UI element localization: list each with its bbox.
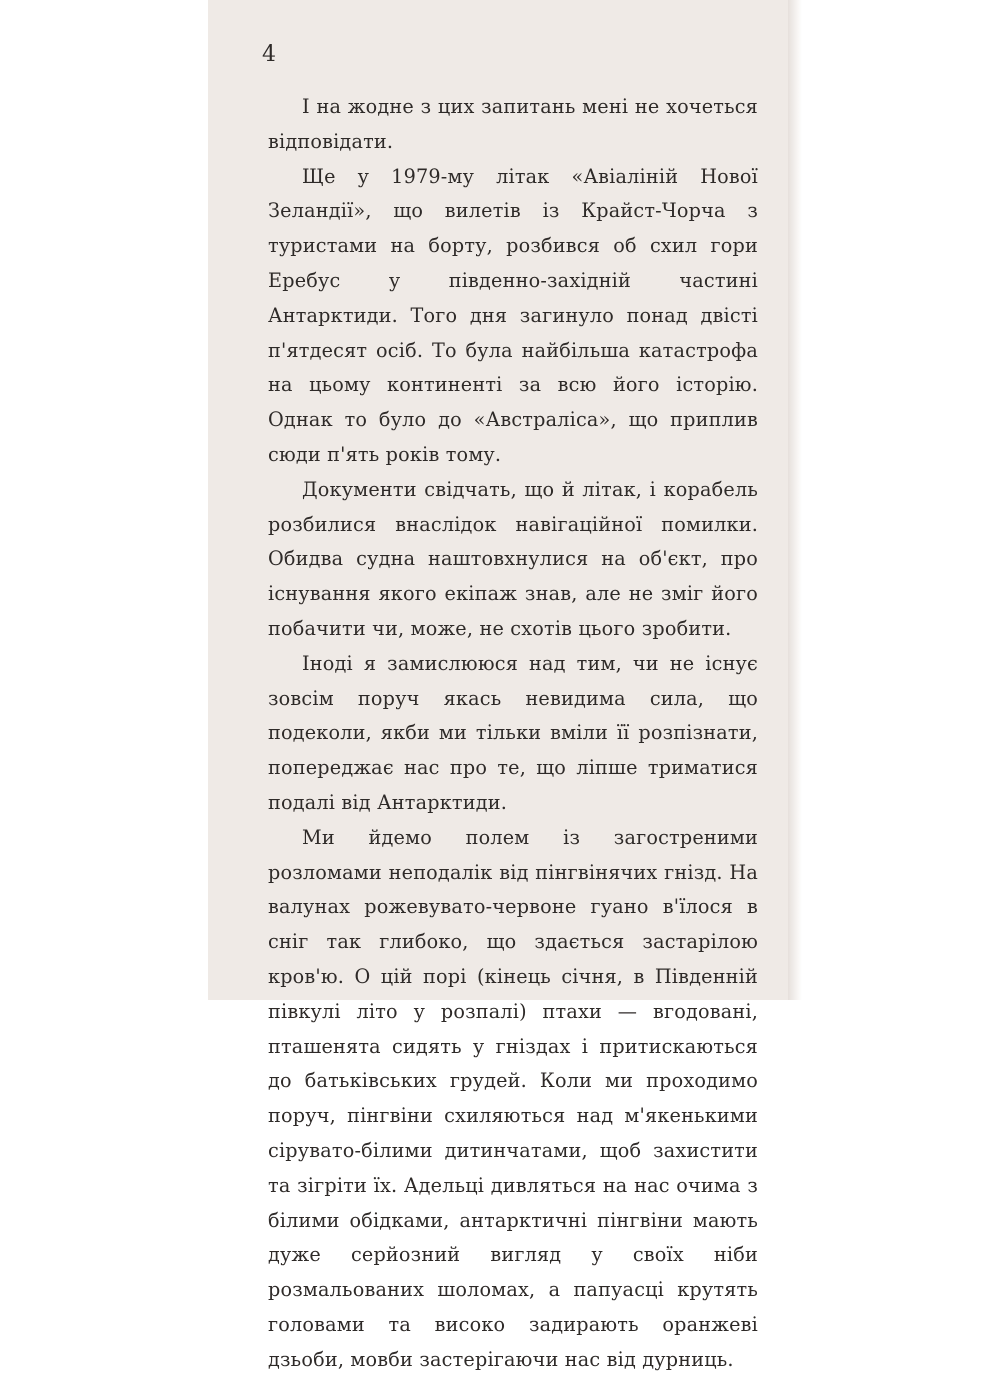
body-text (268, 90, 758, 1377)
paragraph: Документи свідчать, що й літак, і корабель розбилися внаслідок навігаційної помилки. Обидва судна наштовхнулися на об'єкт, про існування якого екіпаж знав, але не зміг його побачити чи, може, не схотів цього зробити. (268, 477, 758, 640)
paragraph: Ми йдемо полем із загостреними розломами неподалік від пінгвінячих гнізд. На валунах рожевувато-червоне гуано в'їлося в сніг так глибоко, що здається застарілою кров'ю. О цій порі (кінець січня, в Південній півкулі літо у розпалі) птахи — вгодовані, пташенята сидять у гніздах і притискаються до батьківських грудей. Коли ми проходимо поруч, пінгвіни схиляються над м'якенькими сірувато-білими дитинчатами, щоб захистити та зігріти їх. Адельці дивляться на нас очима з білими обідками, антарктичні пінгвіни мають дуже серйозний вигляд у своїх ніби розмальованих шоломах, а папуасці крутять головами та високо задирають оранжеві дзьоби, мовби застерігаючи нас від дурниць. (268, 825, 758, 1371)
paragraph: Ще у 1979-му літак «Авіаліній Нової Зеландії», що вилетів із Крайст-Чорча з туристами на борту, розбився об схил гори Еребус у південно-західній частині Антарктиди. Того дня загинуло понад двісті п'ятдесят осіб. То була найбільша катастрофа на цьому континенті за всю його історію. Однак то було до «Австраліса», що приплив сюди п'ять років тому. (268, 164, 758, 466)
page-number: 4 (262, 42, 276, 67)
paragraph: Іноді я замислююся над тим, чи не існує зовсім поруч якась невидима сила, що подеколи, якби ми тільки вміли її розпізнати, попереджає нас про те, що ліпше триматися подалі від Антарктиди. (268, 651, 758, 814)
page-edge (788, 0, 802, 1000)
paragraph: І на жодне з цих запитань мені не хочеться відповідати. (268, 95, 758, 153)
